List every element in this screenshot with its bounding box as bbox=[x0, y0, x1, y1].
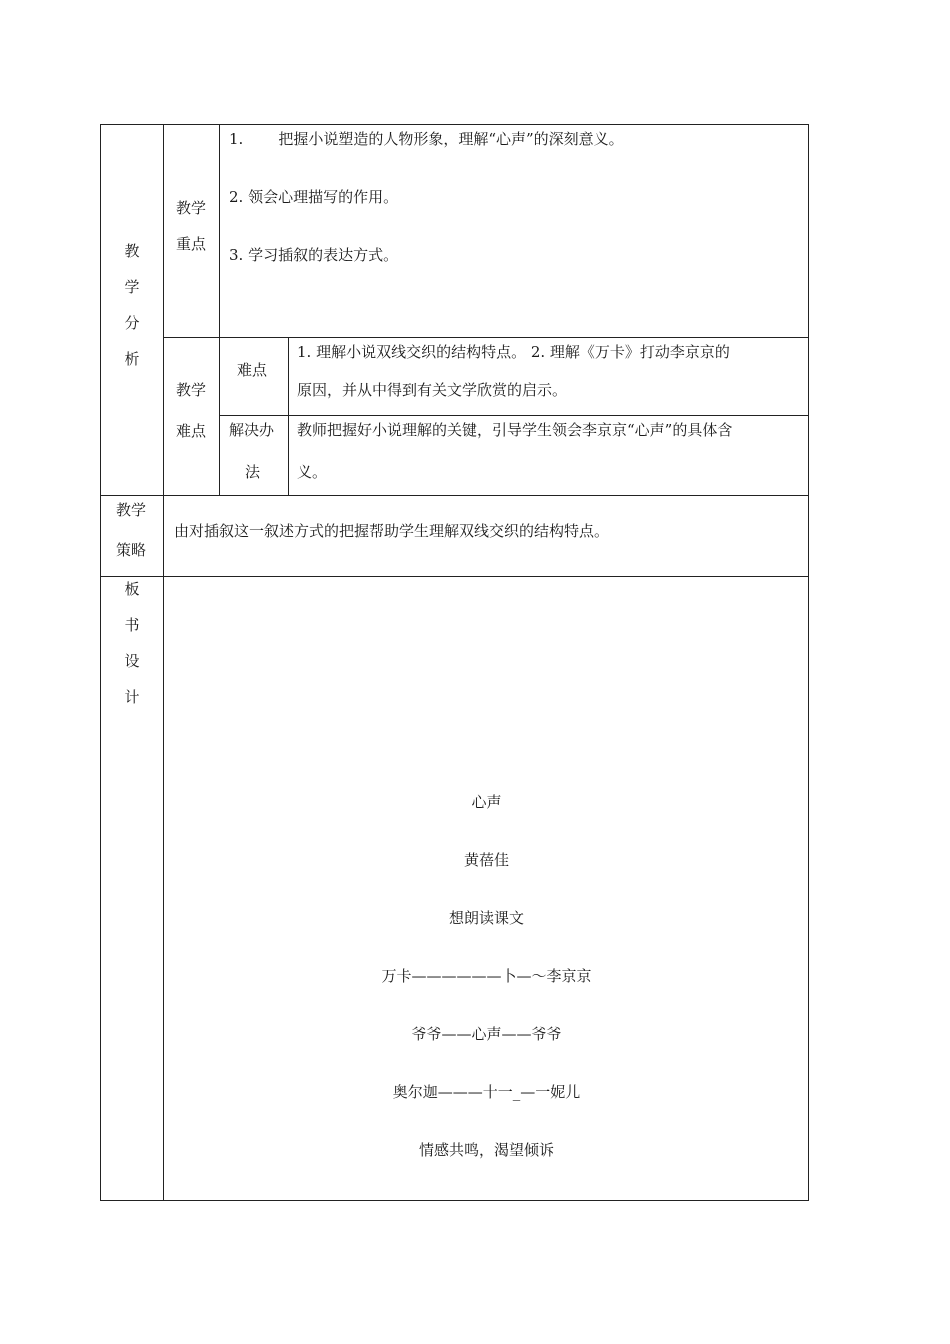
board-label: 板 书 设 计 bbox=[124, 580, 140, 706]
rule-bottom bbox=[100, 1200, 809, 1201]
board-line: 情感共鸣，渴望倾诉 bbox=[418, 1141, 554, 1159]
lesson-plan-table: 教 学 分 析 教学 重点 1. 把握小说塑造的人物形象，理解“心声”的深刻意义。 2. 领会心理描写的作用。 3. 学习插叙的表达方式。 教学 难点 难点 1. 理解小说双线交织的结构特点。 2. 理解《万卡》打动李京京的 原因，并从中得到有关文学欣赏的启示。 解决办 法 教师把握好小说理解的关键，引导学生领会李京京“心声”的具体含 义。 教学 策略 由对插叙这一叙述方式的把握帮助学生理解双线交织的结构特点。 板 书 设 计 心声 黄蓓佳 想朗读课文 万卡——————卜—～李京京 爷爷——心声——爷爷 奥尔迦———十一_—一妮儿 情感共鸣，渴望倾诉 bbox=[100, 124, 809, 1201]
board-line: 爷爷——心声——爷爷 bbox=[411, 1025, 562, 1043]
rule-sublabel-col bbox=[219, 124, 220, 496]
rule-keypoints-bottom bbox=[164, 337, 809, 338]
rule-subsub-col bbox=[288, 338, 289, 496]
rule-left bbox=[100, 124, 101, 1201]
strategy-text: 由对插叙这一叙述方式的把握帮助学生理解双线交织的结构特点。 bbox=[174, 522, 610, 540]
board-line: 心声 bbox=[471, 793, 502, 811]
rule-difficulty-bottom bbox=[219, 415, 809, 416]
board-line: 黄蓓佳 bbox=[463, 851, 509, 869]
board-line: 万卡——————卜—～李京京 bbox=[381, 967, 592, 985]
board-line: 奥尔迦———十一_—一妮儿 bbox=[392, 1083, 581, 1101]
rule-strategy-bottom bbox=[100, 576, 809, 577]
board-line: 想朗读课文 bbox=[448, 909, 524, 927]
rule-top bbox=[100, 124, 809, 125]
analysis-label: 教 学 分 析 bbox=[124, 242, 140, 368]
rule-analysis-bottom bbox=[100, 495, 809, 496]
key-point-item: 2. 领会心理描写的作用。 bbox=[229, 188, 399, 206]
key-point-item: 3. 学习插叙的表达方式。 bbox=[229, 246, 399, 264]
difficulty-label: 难点 bbox=[237, 361, 268, 379]
key-point-item: 1. 把握小说塑造的人物形象，理解“心声”的深刻意义。 bbox=[229, 130, 624, 148]
